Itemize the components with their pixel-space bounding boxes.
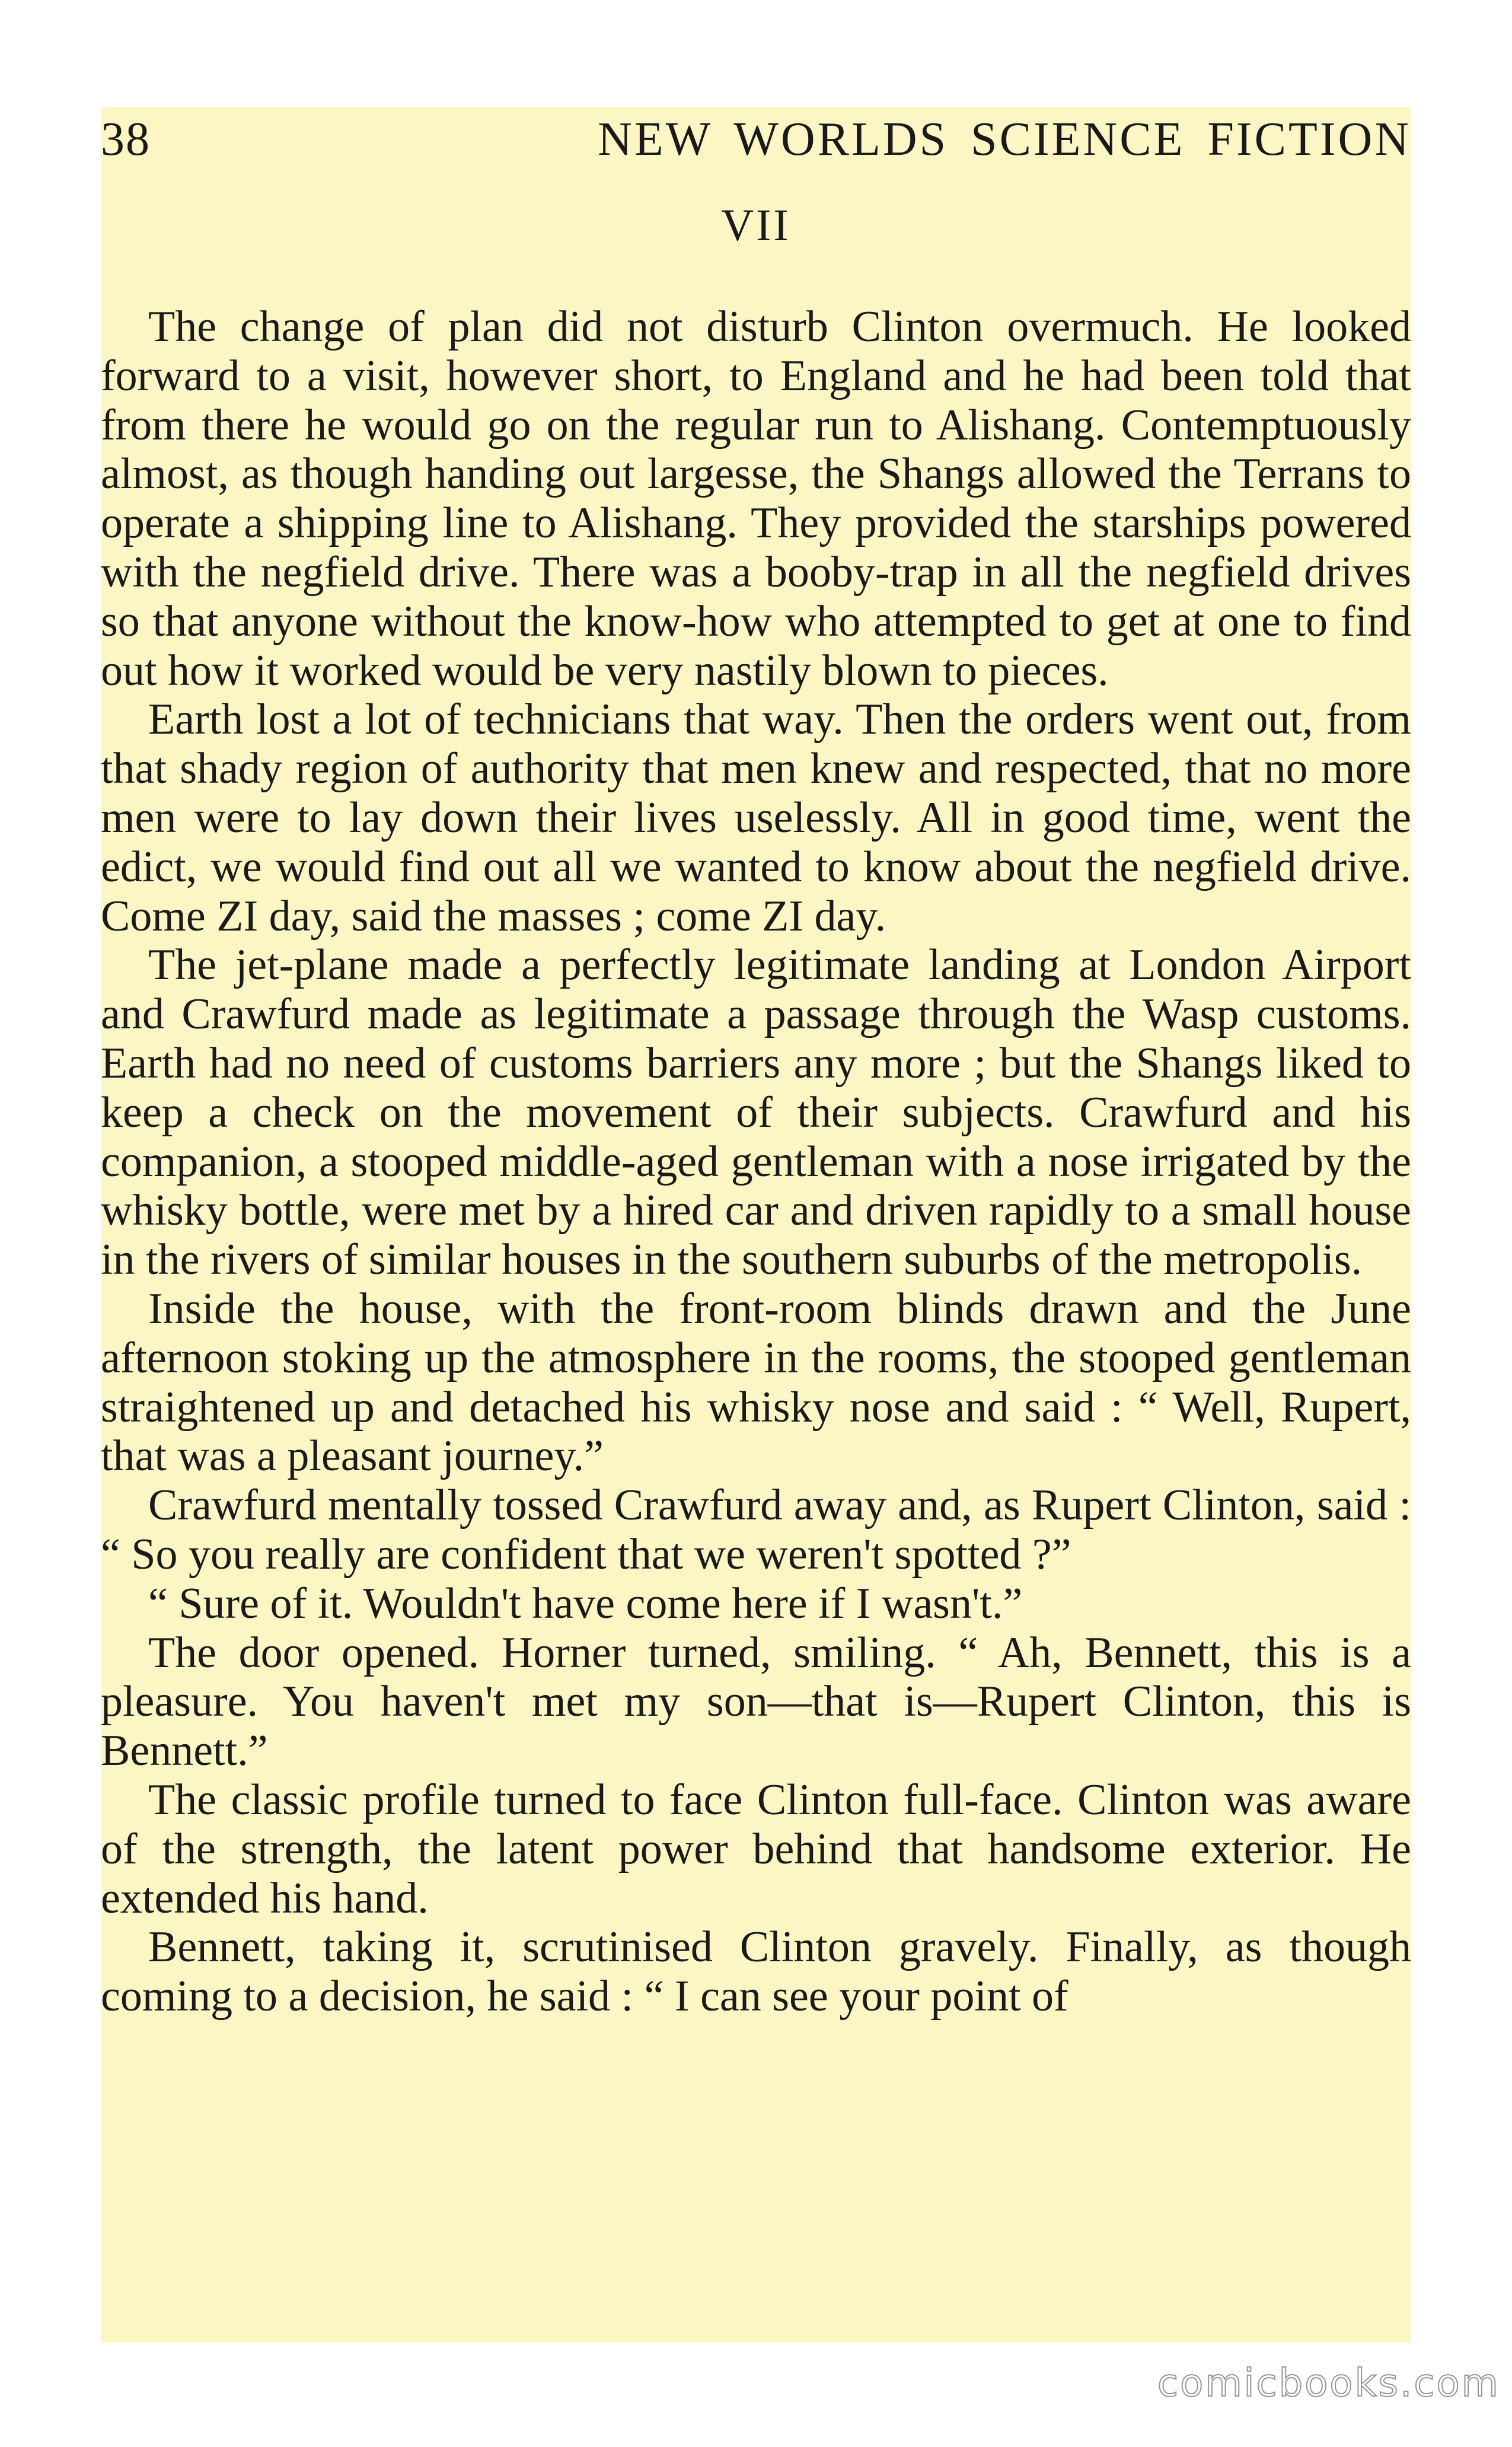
paragraph: The door opened. Horner turned, smiling. “ Ah, Bennett, this is a pleasure. You haven't met my son—that is—Rupert Clinton, this is Bennett.” — [101, 1628, 1411, 1776]
magazine-page — [101, 107, 1411, 2343]
paragraph: The change of plan did not disturb Clinton overmuch. He looked forward to a visit, however short, to England and he had been told that from there he would go on the regular run to Alishang. Contemptuously almost, as though handing out largesse, the Shangs allowed the Terrans to operate a shipping line to Alishang. They provided the starships powered with the negfield drive. There was a booby-trap in all the negfield drives so that anyone without the know-how who attempted to get at one to find out how it worked would be very nastily blown to pieces. — [101, 302, 1411, 695]
watermark: comicbooks.com — [1157, 2362, 1500, 2405]
page-number: 38 — [101, 113, 151, 165]
story-text — [101, 302, 1411, 2021]
paragraph: “ Sure of it. Wouldn't have come here if I wasn't.” — [148, 1579, 1023, 1628]
chapter-heading: VII — [721, 200, 791, 250]
paragraph: The jet-plane made a perfectly legitimate landing at London Airport and Crawfurd made as legitimate a passage through the Wasp customs. Earth had no need of customs barriers any more ; but the Shangs liked to keep a check on the movement of their subjects. Crawfurd and his companion, a stooped middle-aged gentleman with a nose irrigated by the whisky bottle, were met by a hired car and driven rapidly to a small house in the rivers of similar houses in the southern suburbs of the metropolis. — [101, 941, 1411, 1285]
paragraph: Bennett, taking it, scrutinised Clinton gravely. Finally, as though coming to a decision, he said : “ I can see your point of — [101, 1923, 1411, 2021]
magazine-title: NEW WORLDS SCIENCE FICTION — [598, 113, 1411, 165]
paragraph: Crawfurd mentally tossed Crawfurd away and, as Rupert Clinton, said : “ So you really are confident that we weren't spotted ?” — [101, 1481, 1411, 1579]
paragraph: Inside the house, with the front-room blinds drawn and the June afternoon stoking up the atmosphere in the rooms, the stooped gentleman straightened up and detached his whisky nose and said : “ Well, Rupert, that was a pleasant journey.” — [101, 1284, 1411, 1481]
paragraph: The classic profile turned to face Clinton full-face. Clinton was aware of the strength, the latent power behind that handsome exterior. He extended his hand. — [101, 1775, 1411, 1923]
running-head — [101, 107, 1411, 172]
paragraph: Earth lost a lot of technicians that way. Then the orders went out, from that shady region of authority that men knew and respected, that no more men were to lay down their lives uselessly. All in good time, went the edict, we would find out all we wanted to know about the negfield drive. Come ZI day, said the masses ; come ZI day. — [101, 695, 1411, 941]
